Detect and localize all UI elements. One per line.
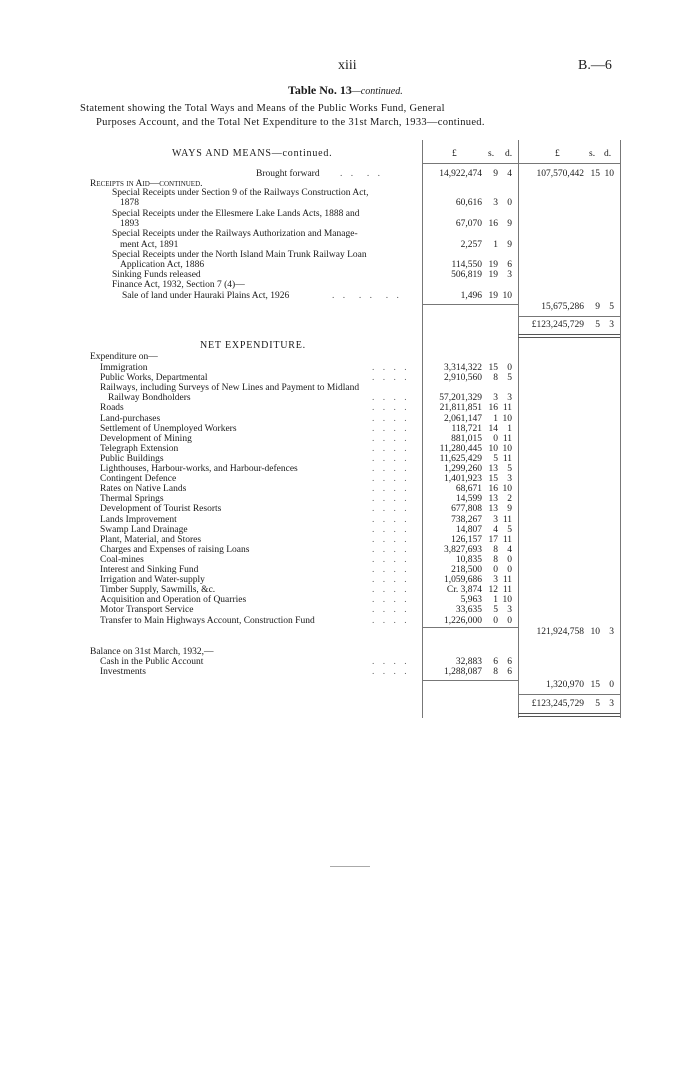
row-amount: 1,401,923 15 3 bbox=[444, 474, 512, 485]
row-amount: 1,226,000 0 0 bbox=[444, 615, 512, 626]
row-label: 1893 bbox=[120, 218, 139, 229]
row-label: Cash in the Public Account bbox=[100, 657, 204, 667]
leader-dots: . . . . bbox=[372, 504, 410, 515]
row-label: Lands Improvement bbox=[100, 514, 177, 525]
row-amount: 118,721 14 1 bbox=[451, 423, 512, 434]
column-divider-right bbox=[620, 140, 621, 718]
row-label: Public Works, Departmental bbox=[100, 373, 208, 384]
row-amount: 10,835 8 0 bbox=[455, 554, 512, 565]
row-label: Charges and Expenses of raising Loans bbox=[100, 544, 250, 555]
row-amount: 32,883 6 6 bbox=[455, 657, 512, 667]
row-label: Public Buildings bbox=[100, 453, 164, 464]
row-label: Lighthouses, Harbour-works, and Harbour-defences bbox=[100, 464, 298, 474]
expenditure-items-rule bbox=[422, 627, 518, 628]
ways-total-double-rule bbox=[518, 334, 620, 338]
balance-items-rule bbox=[422, 680, 518, 681]
balance-subtotal: 1,320,970 15 0 bbox=[546, 680, 614, 690]
ways-items-rule bbox=[422, 304, 518, 305]
leader-dots: . . . . bbox=[372, 433, 410, 444]
row-label: Settlement of Unemployed Workers bbox=[100, 423, 237, 434]
leader-dots: . . . . bbox=[372, 474, 410, 485]
col-head-pounds-1: £ bbox=[452, 149, 457, 159]
leader-dots: . . . . bbox=[372, 534, 410, 545]
row-amount: Cr. 3,874 12 11 bbox=[446, 585, 512, 596]
leader-dots: . . . . bbox=[372, 413, 410, 424]
row-label: ment Act, 1891 bbox=[120, 239, 179, 250]
page-number: xiii bbox=[338, 58, 357, 73]
row-label: Roads bbox=[100, 403, 124, 414]
row-label: Railway Bondholders bbox=[108, 393, 191, 404]
receipts-in-aid-heading: Receipts in Aid—continued. bbox=[90, 179, 203, 189]
row-label: Special Receipts under the North Island Main Trunk Railway Loan bbox=[112, 249, 367, 260]
row-amount: 506,819 19 3 bbox=[451, 270, 512, 281]
row-label: Special Receipts under the Ellesmere Lake Lands Acts, 1888 and bbox=[112, 208, 360, 219]
row-label: Railways, including Surveys of New Lines and Payment to Midland bbox=[100, 383, 360, 394]
leader-dots: . . . . bbox=[372, 484, 410, 495]
row-label: Immigration bbox=[100, 363, 148, 373]
row-amount: 68,671 16 10 bbox=[455, 484, 512, 495]
balance-subtotal-rule bbox=[518, 694, 620, 695]
leader-dots: . . . . bbox=[372, 615, 410, 626]
row-amount: 67,070 16 9 bbox=[455, 218, 512, 229]
row-label: Special Receipts under Section 9 of the Railways Construction Act, bbox=[112, 188, 369, 198]
row-amount: 21,811,851 16 11 bbox=[439, 403, 512, 414]
row-amount: 2,910,560 8 5 bbox=[444, 373, 512, 384]
row-amount: 3,314,322 15 0 bbox=[444, 363, 512, 373]
leader-dots: . . . . bbox=[372, 373, 410, 384]
row-amount: 14,807 4 5 bbox=[455, 524, 512, 535]
row-label: Plant, Material, and Stores bbox=[100, 534, 202, 545]
document-reference: B.—6 bbox=[578, 58, 612, 73]
row-amount: 11,625,429 5 11 bbox=[439, 453, 512, 464]
row-amount: 2,061,147 1 10 bbox=[444, 413, 512, 424]
row-amount: 33,635 5 3 bbox=[455, 605, 512, 616]
leader-dots: . . . . bbox=[372, 585, 410, 596]
row-amount: 1,059,686 3 11 bbox=[444, 575, 512, 586]
row-label: Development of Tourist Resorts bbox=[100, 504, 222, 515]
row-amount: 3,827,693 8 4 bbox=[444, 544, 512, 555]
leader-dots: . . . . bbox=[372, 423, 410, 434]
leader-dots: . . . . bbox=[372, 494, 410, 505]
col-head-pounds-2: £ bbox=[555, 149, 560, 159]
leader-dots: . . . . bbox=[372, 667, 410, 678]
brought-forward-total: 107,570,442 15 10 bbox=[536, 169, 614, 179]
row-amount: 1,288,087 8 6 bbox=[444, 667, 512, 678]
row-label: Application Act, 1886 bbox=[120, 260, 205, 271]
ways-subtotal: 15,675,286 9 5 bbox=[541, 302, 614, 312]
header-rule bbox=[422, 163, 620, 164]
balance-grand-total: £123,245,729 5 3 bbox=[531, 699, 614, 709]
footer-rule bbox=[330, 866, 370, 867]
leader-dots: . . . . bbox=[372, 524, 410, 535]
row-amount: 11,280,445 10 10 bbox=[439, 443, 512, 454]
leader-dots: . . . . bbox=[372, 595, 410, 606]
statement-line-2: Purposes Account, and the Total Net Expenditure to the 31st March, 1933—continued. bbox=[96, 117, 485, 128]
hauraki-dots: . . . . . . bbox=[332, 291, 402, 301]
statement-line-1: Statement showing the Total Ways and Means of the Public Works Fund, General bbox=[80, 103, 445, 114]
ways-subtotal-rule bbox=[518, 316, 620, 317]
net-expenditure-heading: NET EXPENDITURE. bbox=[200, 340, 306, 351]
leader-dots: . . . . bbox=[372, 363, 410, 373]
row-amount: 1,299,260 13 5 bbox=[444, 464, 512, 474]
expenditure-subtotal: 121,924,758 10 3 bbox=[536, 627, 614, 637]
expenditure-on-label: Expenditure on— bbox=[90, 352, 158, 362]
row-amount: 57,201,329 3 3 bbox=[439, 393, 512, 404]
row-label: Investments bbox=[100, 667, 146, 678]
row-label: Acquisition and Operation of Quarries bbox=[100, 595, 247, 606]
ways-means-heading: WAYS AND MEANS—continued. bbox=[172, 148, 333, 159]
table-title-main: Table No. 13 bbox=[288, 83, 352, 97]
table-title-suffix: —continued. bbox=[351, 86, 403, 97]
row-label: Contingent Defence bbox=[100, 474, 177, 485]
brought-forward-amount: 14,922,474 9 4 bbox=[439, 169, 512, 179]
finance-act-label: Finance Act, 1932, Section 7 (4)— bbox=[112, 280, 245, 290]
leader-dots: . . . . bbox=[372, 554, 410, 565]
leader-dots: . . . . bbox=[372, 453, 410, 464]
row-amount: 126,157 17 11 bbox=[451, 534, 512, 545]
leader-dots: . . . . bbox=[372, 443, 410, 454]
row-amount: 60,616 3 0 bbox=[455, 198, 512, 209]
leader-dots: . . . . bbox=[372, 514, 410, 525]
row-label: 1878 bbox=[120, 198, 139, 209]
leader-dots: . . . . bbox=[372, 544, 410, 555]
table-title bbox=[288, 83, 403, 98]
row-amount: 738,267 3 11 bbox=[451, 514, 512, 525]
row-label: Thermal Springs bbox=[100, 494, 164, 505]
col-head-shillings-2: s. bbox=[589, 149, 596, 159]
col-head-shillings-1: s. bbox=[488, 149, 495, 159]
row-label: Development of Mining bbox=[100, 433, 192, 444]
leader-dots: . . . . bbox=[372, 657, 410, 667]
row-label: Motor Transport Service bbox=[100, 605, 194, 616]
row-label: Timber Supply, Sawmills, &c. bbox=[100, 585, 216, 596]
row-amount: 881,015 0 11 bbox=[451, 433, 512, 444]
brought-forward-dots: . . . . bbox=[340, 169, 383, 179]
row-label: Irrigation and Water-supply bbox=[100, 575, 205, 586]
col-head-pence-1: d. bbox=[505, 149, 513, 159]
row-label: Coal-mines bbox=[100, 554, 144, 565]
row-amount: 114,550 19 6 bbox=[451, 260, 512, 271]
balance-total-double-rule bbox=[518, 713, 620, 717]
row-label: Swamp Land Drainage bbox=[100, 524, 188, 535]
leader-dots: . . . . bbox=[372, 565, 410, 575]
col-head-pence-2: d. bbox=[604, 149, 612, 159]
row-label: Interest and Sinking Fund bbox=[100, 565, 199, 575]
ways-grand-total: £123,245,729 5 3 bbox=[531, 320, 614, 330]
row-label: Sinking Funds released bbox=[112, 270, 201, 281]
balance-heading: Balance on 31st March, 1932,— bbox=[90, 647, 214, 657]
row-label: Telegraph Extension bbox=[100, 443, 179, 454]
leader-dots: . . . . bbox=[372, 393, 410, 404]
row-amount: 677,808 13 9 bbox=[451, 504, 512, 515]
hauraki-amount: 1,496 19 10 bbox=[460, 291, 512, 301]
row-amount: 218,500 0 0 bbox=[451, 565, 512, 575]
row-amount: 5,963 1 10 bbox=[460, 595, 512, 606]
row-label: Transfer to Main Highways Account, Construction Fund bbox=[100, 615, 315, 626]
row-label: Land-purchases bbox=[100, 413, 161, 424]
row-label: Rates on Native Lands bbox=[100, 484, 187, 495]
hauraki-label: Sale of land under Hauraki Plains Act, 1926 bbox=[122, 291, 290, 301]
leader-dots: . . . . bbox=[372, 605, 410, 616]
brought-forward-label: Brought forward bbox=[256, 169, 320, 179]
row-label: Special Receipts under the Railways Authorization and Manage- bbox=[112, 229, 358, 240]
row-amount: 2,257 1 9 bbox=[460, 239, 512, 250]
leader-dots: . . . . bbox=[372, 464, 410, 474]
leader-dots: . . . . bbox=[372, 575, 410, 586]
leader-dots: . . . . bbox=[372, 403, 410, 414]
row-amount: 14,599 13 2 bbox=[455, 494, 512, 505]
